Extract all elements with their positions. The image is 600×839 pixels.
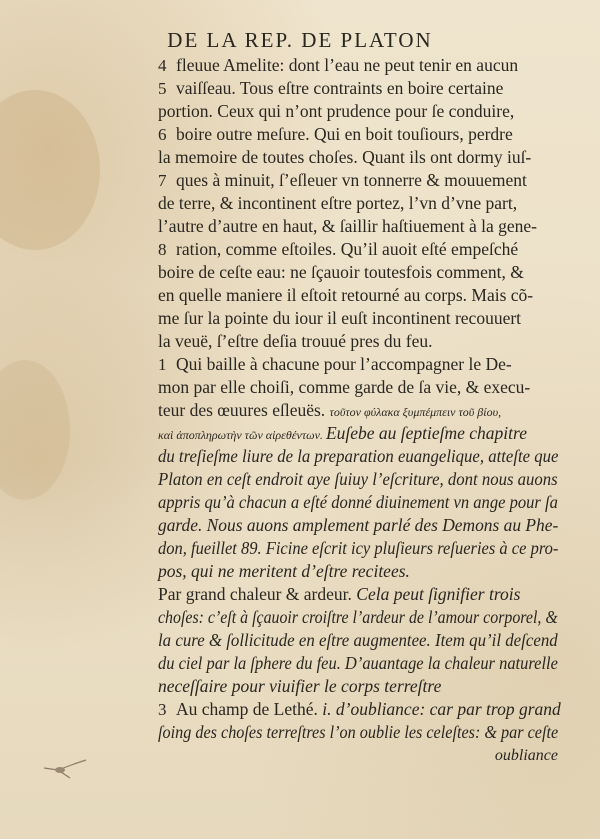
line-text [158, 146, 531, 169]
line-marker: 1 [158, 355, 167, 374]
text-line [158, 675, 558, 698]
translation-text: portion. Ceux qui n’ont prudence pour ſe conduire, [158, 101, 515, 121]
line-text [158, 675, 441, 698]
text-line [158, 537, 558, 560]
line-marker: 6 [158, 125, 167, 144]
commentary-text: pos, qui ne meritent d’eſtre recitees. [158, 561, 410, 581]
text-line [158, 54, 558, 77]
text-line [158, 721, 558, 744]
translation-text: boire de ceſte eau: ne ſçauoir toutesfois comment, & [158, 262, 524, 282]
text-line [158, 698, 561, 721]
line-marker: 3 [158, 700, 167, 719]
text-line [158, 629, 558, 652]
line-text [158, 583, 520, 606]
translation-text: fleuue Amelite: dont l’eau ne peut tenir en aucun [176, 55, 519, 75]
commentary-text: don, fueillet 89. Ficine eſcrit icy pluſieurs reſueries à ce pro- [158, 538, 559, 558]
text-line [158, 123, 558, 146]
line-marker: 5 [158, 79, 167, 98]
text-line [158, 330, 558, 353]
translation-text: mon par elle choiſi, comme garde de ſa vie, & execu- [158, 377, 531, 397]
line-text [158, 307, 521, 330]
line-text [176, 698, 561, 721]
line-text [158, 330, 433, 353]
line-marker: 8 [158, 240, 167, 259]
line-text [158, 399, 501, 424]
text-line [158, 353, 558, 376]
line-text [158, 652, 558, 675]
text-line [158, 376, 558, 399]
text-line [158, 307, 558, 330]
translation-text: la memoire de toutes choſes. Quant ils ont dormy iuſ- [158, 147, 532, 167]
greek-quote: καὶ ἀποπληρωτὴν τῶν αἱρεθέντων. [158, 428, 326, 442]
line-text [158, 192, 517, 215]
text-line [158, 399, 558, 422]
line-text [158, 537, 558, 560]
line-text [158, 376, 530, 399]
text-line [158, 192, 558, 215]
translation-text: l’autre d’autre en haut, & ſaillir haſtiuement à la gene- [158, 216, 538, 236]
translation-text: Au champ de Lethé. [176, 699, 323, 719]
line-text [158, 721, 558, 744]
line-text [158, 560, 410, 583]
commentary-text: appris qu’à chacun a eſté donné diuinement vn ange pour ſa [158, 492, 558, 512]
translation-text: boire outre meſure. Qui en boit touſiours, perdre [176, 124, 513, 144]
text-line [158, 583, 558, 606]
line-text [158, 491, 558, 514]
commentary-text: choſes: c’eſt à ſçauoir croiſtre l’ardeur de l’amour corporel, & [158, 607, 558, 627]
catchword: oubliance [494, 747, 558, 764]
paper-stain [0, 360, 70, 500]
commentary-text: Euſebe au ſeptieſme chapitre [325, 423, 527, 443]
paper-stain [0, 90, 100, 250]
translation-text: teur des œuures eſleuës. [158, 400, 330, 420]
text-line [158, 514, 558, 537]
text-block [158, 54, 561, 744]
text-line [158, 100, 558, 123]
commentary-text: ſoing des choſes terreſtres l’on oublie les celeſtes: & par ceſte [158, 722, 559, 742]
text-line [158, 238, 558, 261]
text-line [158, 445, 558, 468]
text-line [158, 491, 558, 514]
line-text [158, 629, 558, 652]
line-text [158, 445, 558, 468]
commentary-text: Cela peut ſignifier trois [356, 584, 521, 604]
text-line [158, 284, 558, 307]
line-text [158, 261, 524, 284]
text-line [158, 215, 558, 238]
translation-text: ration, comme eſtoiles. Qu’il auoit eſté empeſché [176, 239, 519, 259]
translation-text: Par grand chaleur & ardeur. [158, 584, 357, 604]
line-text [158, 468, 558, 491]
running-header: DE LA REP. DE PLATON [167, 28, 433, 52]
commentary-text: du ciel par la ſphere du feu. D’auantage la chaleur naturelle [158, 653, 558, 673]
text-line [158, 169, 558, 192]
commentary-text: Platon en ceſt endroit aye ſuiuy l’eſcriture, dont nous auons [158, 469, 558, 489]
commentary-text: garde. Nous auons amplement parlé des Demons au Phe- [158, 515, 559, 535]
line-text [158, 284, 533, 307]
translation-text: vaiſſeau. Tous eſtre contraints en boire certaine [176, 78, 504, 98]
line-text [176, 54, 518, 77]
translation-text: la veuë, ſ’eſtre deſia trouué pres du feu. [158, 331, 433, 351]
text-line [158, 468, 558, 491]
line-marker: 4 [158, 56, 167, 75]
line-marker: 7 [158, 171, 167, 190]
line-text [176, 77, 503, 100]
line-text [158, 215, 537, 238]
line-text [158, 606, 558, 629]
line-text [158, 100, 514, 123]
text-line [158, 261, 558, 284]
text-line [158, 146, 558, 169]
text-line [158, 652, 558, 675]
translation-text: en quelle maniere il eſtoit retourné au corps. Mais cõ- [158, 285, 534, 305]
translation-text: Qui baille à chacune pour l’accompagner le De- [176, 354, 512, 374]
line-text [176, 169, 527, 192]
translation-text: me ſur la pointe du iour il euſt incontinent recouuert [158, 308, 522, 328]
commentary-text: la cure & ſollicitude en eſtre augmentee. Item qu’il deſcend [158, 630, 558, 650]
line-text [176, 238, 518, 261]
commentary-text: du treſieſme liure de la preparation euangelique, atteſte que [158, 446, 559, 466]
insect-mark-icon [36, 750, 96, 790]
text-line [158, 606, 558, 629]
text-line [158, 422, 558, 445]
greek-quote: τοῦτον φύλακα ξυμπέμπειν τοῦ βίου, [329, 405, 502, 419]
text-line [158, 77, 558, 100]
line-text [176, 123, 513, 146]
translation-text: de terre, & incontinent eſtre portez, l’vn d’vne part, [158, 193, 518, 213]
line-text [158, 514, 558, 537]
translation-text: ques à minuit, ſ’eſleuer vn tonnerre & mouuement [176, 170, 527, 190]
commentary-text: i. d’oubliance: car par trop grand [322, 699, 561, 719]
line-text [158, 422, 527, 447]
line-text [176, 353, 512, 376]
commentary-text: neceſſaire pour viuifier le corps terreſtre [158, 676, 442, 696]
text-line [158, 560, 558, 583]
